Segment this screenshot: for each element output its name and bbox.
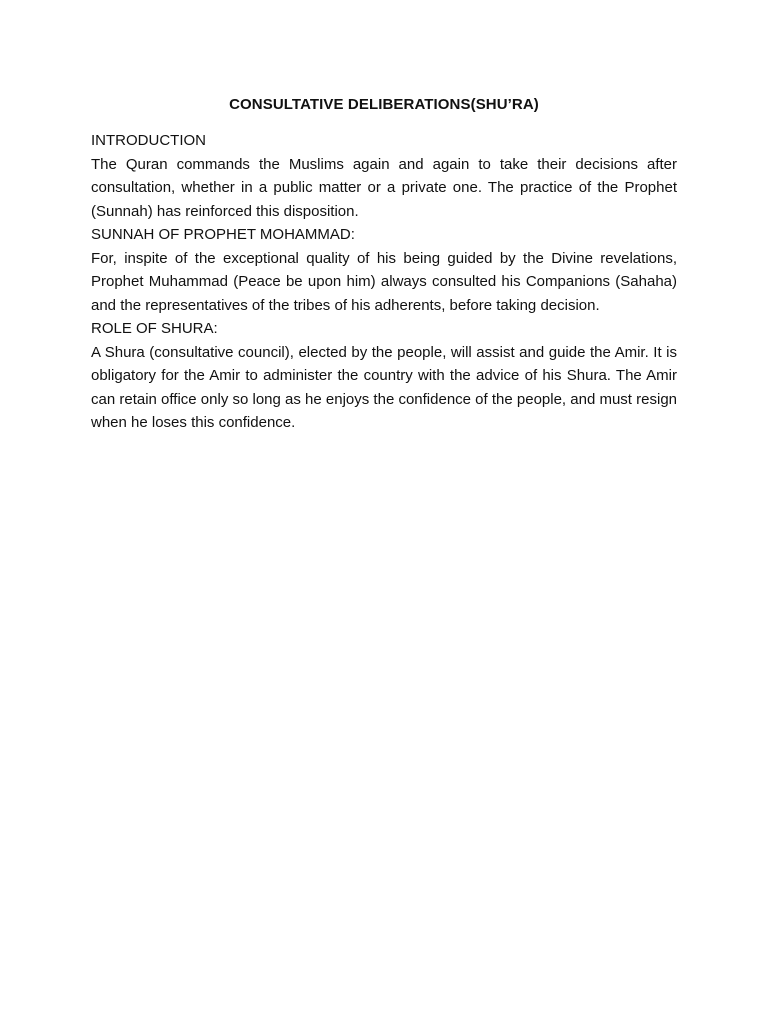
- section-body-role-of-shura: A Shura (consultative council), elected by the people, will assist and guide the Amir. It is obligatory for the Amir to administer the country with the advice of his Shura. The Amir can retain office only so long as he enjoys the confidence of the people, and must resign when he loses this confidence.: [91, 343, 677, 431]
- section-heading-introduction: INTRODUCTION: [91, 132, 206, 149]
- section-heading-role-of-shura: ROLE OF SHURA:: [91, 320, 218, 337]
- document-title: CONSULTATIVE DELIBERATIONS(SHU’RA): [229, 96, 539, 113]
- section-body-introduction: The Quran commands the Muslims again and again to take their decisions after consultation, whether in a public matter or a private one. The practice of the Prophet (Sunnah) has reinforced this disposition.: [91, 155, 677, 220]
- section-heading-sunnah: SUNNAH OF PROPHET MOHAMMAD:: [91, 226, 355, 243]
- document-content: [91, 95, 677, 435]
- section-body-sunnah: For, inspite of the exceptional quality of his being guided by the Divine revelations, Prophet Muhammad (Peace be upon him) always consulted his Companions (Sahaha) and the representatives of the tribes of his adherents, before taking decision.: [91, 249, 677, 314]
